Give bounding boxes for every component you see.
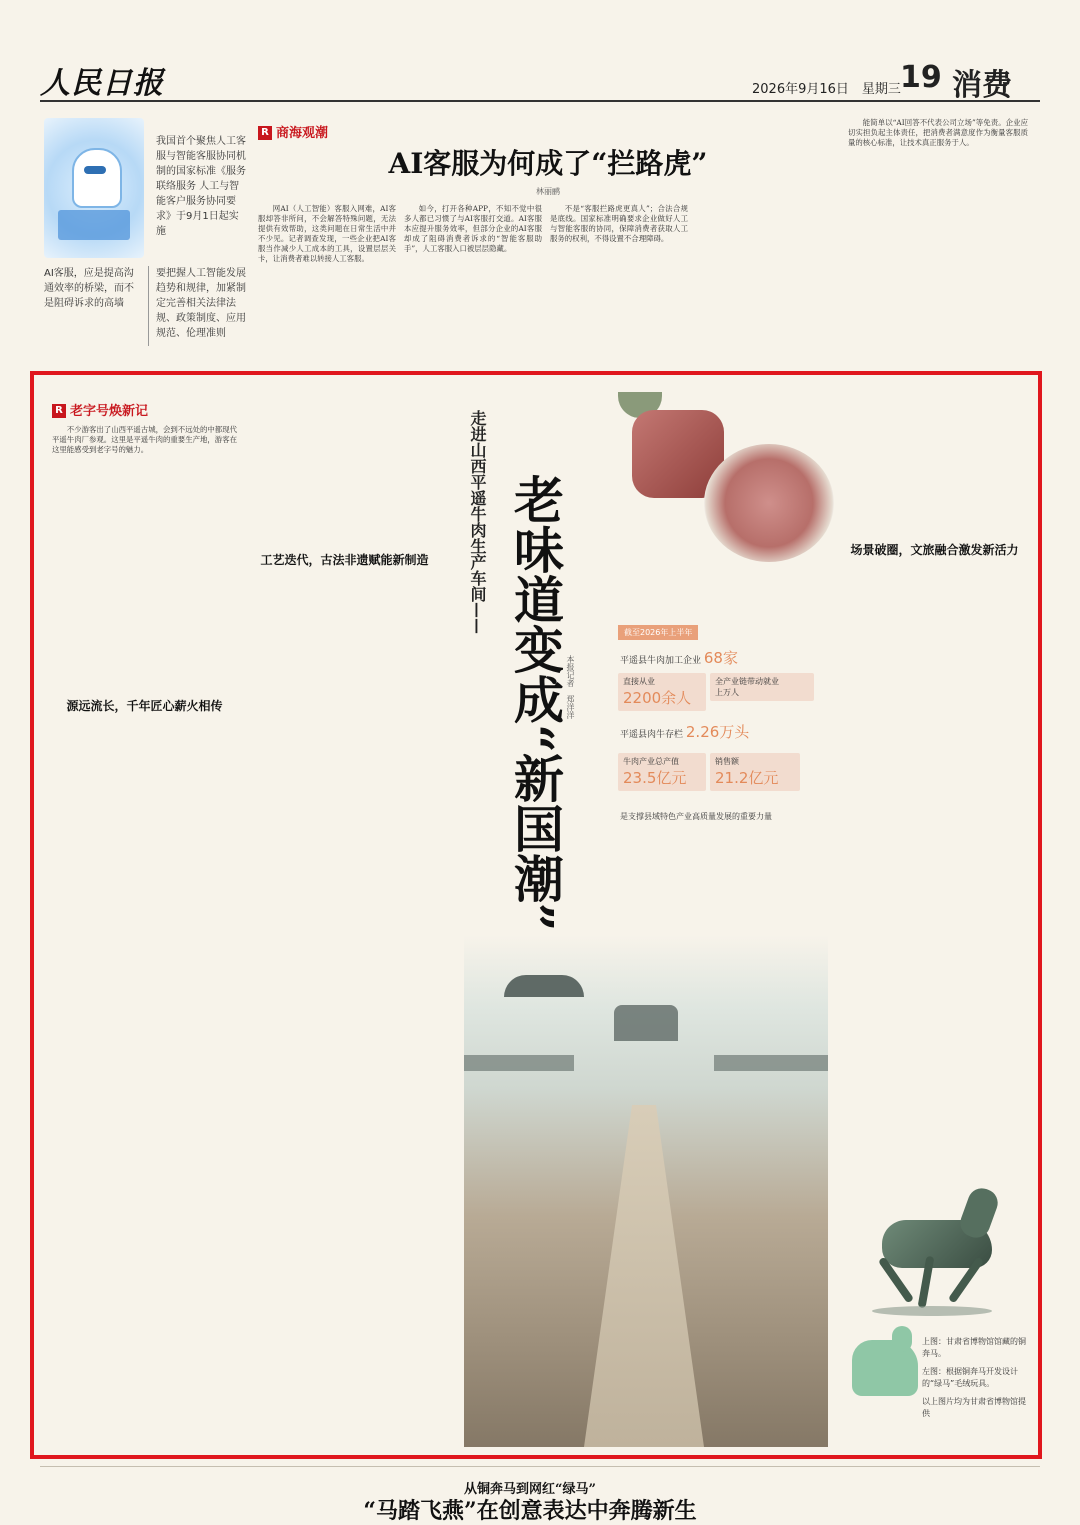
- stats-box-2: 全产业链带动就业 上万人: [710, 673, 814, 701]
- bottom-caption-top: 上图：甘肃省博物馆馆藏的铜奔马。: [922, 1337, 1026, 1358]
- feature-subhead-1-wrap: [52, 690, 237, 724]
- green-horse-plush-photo: [852, 1340, 918, 1396]
- column-badge-icon: R: [258, 126, 272, 140]
- stats-row-2: 平遥县肉牛存栏 2.26万头: [620, 723, 750, 741]
- column-badge-icon: R: [52, 404, 66, 418]
- bottom-headline: “马踏飞燕”在创意表达中奔腾新生: [363, 1498, 697, 1524]
- feature-column-label: R 老字号焕新记: [52, 400, 148, 419]
- stats-box-1: 直接从业 2200余人: [618, 673, 706, 711]
- pavilion-icon: [614, 1005, 678, 1041]
- newspaper-logo: 人民日报: [40, 66, 164, 101]
- bottom-caption-credit: 以上图片均为甘肃省博物馆提供: [922, 1397, 1026, 1418]
- sliced-beef-plate-icon: [704, 444, 834, 562]
- flying-swallow-base-icon: [872, 1306, 992, 1316]
- sidebar-caption: 我国首个聚焦人工客服与智能客服协同机制的国家标准《服务联络服务 人工与智能客户服务协同要求》于9月1日起实施: [156, 136, 246, 237]
- beef-illustration: [612, 392, 836, 597]
- top-headline: AI客服为何成了“拦路虎”: [388, 147, 708, 180]
- bronze-galloping-horse-photo: [852, 1180, 1030, 1320]
- feature-subhead-3-wrap: [842, 534, 1027, 574]
- street-roof-left-icon: [464, 1055, 574, 1071]
- top-article-col-3: 不是“客服拦路虎更真人”；合法合规是底线。国家标准明确要求企业做好人工与智能客服的协同，保障消费者获取人工服务的权利，不得设置不合理障碍。: [550, 204, 688, 243]
- top-article-col-4: 能简单以“AI回答不代表公司立场”等免责。企业应切实担负起主体责任，把消费者满意度作为衡量客服质量的核心标准，让技术真正服务于人。: [848, 118, 1028, 147]
- stats-box-3: 牛肉产业总产值 23.5亿元: [618, 753, 706, 791]
- robot-icon: [72, 148, 122, 208]
- feature-reporter: 本报记者 郑洋洋: [566, 655, 575, 719]
- feature-subtitle: 走进山西平遥牛肉生产车间——: [468, 410, 487, 634]
- section-name: 消费: [952, 68, 1012, 103]
- issue-date: 2026年9月16日 星期三: [752, 82, 901, 97]
- top-article-col-2: 如今，打开各种APP，不知不觉中很多人都已习惯了与AI客服打交道。AI客服本应提升服务效率，但部分企业的AI客服却成了阻碍消费者诉求的“智能客服助手”，人工客服入口被层层隐藏。: [404, 204, 542, 253]
- stats-row-1: 平遥县牛肉加工企业 68家: [620, 649, 738, 667]
- masthead: [40, 58, 1040, 102]
- feature-subhead-1: 源远流长，千年匠心薪火相传: [66, 699, 223, 713]
- feature-title: 老味道变成“新国潮”: [506, 474, 565, 932]
- bottom-caption-mid: 左图：根据铜奔马开发设计的“绿马”毛绒玩具。: [922, 1367, 1018, 1388]
- top-article-col-1: 网AI（人工智能）客服入网难，AI客服却答非所问，不会解答特殊问题，无法提供有效帮助，这类问题在日常生活中并不少见。记者调查发现，一些企业把AI客服当作减少人工成本的工具，设置层层关卡，让消费者难以转接人工客服。: [258, 204, 396, 263]
- bottom-separator-hint: [40, 1466, 1040, 1467]
- feature-subhead-3: 场景破圈，文旅融合激发新活力: [850, 543, 1019, 557]
- stats-tag: 截至2026年上半年: [618, 625, 698, 640]
- bottom-kicker: 从铜奔马到网红“绿马”: [464, 1482, 596, 1497]
- stats-infobox: [618, 625, 816, 843]
- screen-icon: [58, 210, 130, 240]
- top-byline: 林丽鹂: [536, 187, 560, 196]
- stats-box-4: 销售额 21.2亿元: [710, 753, 800, 791]
- stats-footnote: 是支撑县域特色产业高质量发展的重要力量: [620, 812, 772, 821]
- tower-roof-icon: [504, 975, 584, 997]
- feature-subhead-2-wrap: [252, 544, 437, 580]
- sidebar-divider: [148, 266, 149, 346]
- ancient-town-street-illustration: [464, 935, 828, 1447]
- crowded-street-icon: [584, 1105, 704, 1447]
- feature-col-1a: 不少游客出了山西平遥古城，会到不远处的中都现代平遥牛肉厂参观。这里是平遥牛肉的重要生产地，游客在这里能感受到老字号的魅力。: [52, 425, 237, 454]
- feature-subhead-2: 工艺迭代，古法非遗赋能新制造: [260, 553, 429, 567]
- top-column-label: R 商海观潮: [258, 122, 328, 141]
- masthead-rule: [40, 100, 1040, 102]
- street-roof-right-icon: [714, 1055, 828, 1071]
- ai-service-illustration: [44, 118, 144, 258]
- sidebar-note-left: AI客服，应是提高沟通效率的桥梁，而不是阻碍诉求的高墙: [44, 268, 134, 309]
- page-number: 19: [900, 60, 942, 95]
- sidebar-note-right: 要把握人工智能发展趋势和规律，加紧制定完善相关法律法规、政策制度、应用规范、伦理准则: [156, 268, 246, 339]
